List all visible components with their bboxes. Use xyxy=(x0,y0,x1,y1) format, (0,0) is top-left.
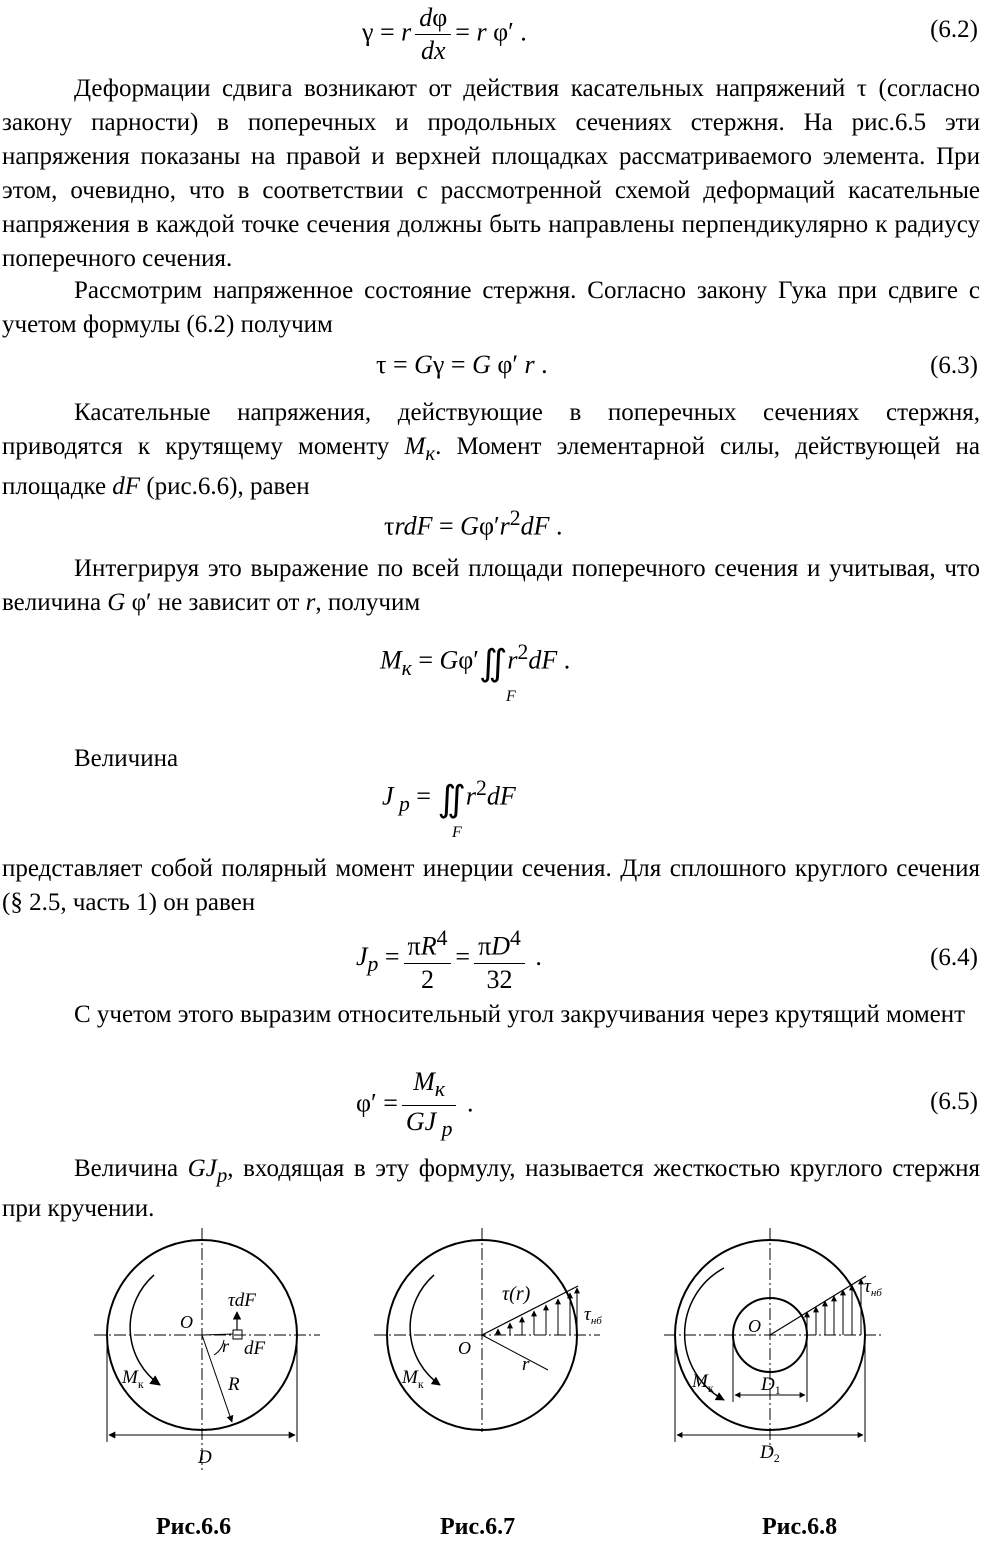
fig67-label-O: O xyxy=(458,1338,471,1358)
paragraph-6-text: представляет собой полярный момент инерции сечения. Для сплошного круглого сечения (§ 2.5, часть 1) он равен xyxy=(2,855,980,916)
equation-number-6-5: (6.5) xyxy=(930,1088,978,1115)
fig66-label-dF: dF xyxy=(244,1338,266,1359)
paragraph-7 xyxy=(2,998,980,1032)
equation-number-6-4: (6.4) xyxy=(930,944,978,971)
figure-6-8-caption: Рис.6.8 xyxy=(762,1514,838,1540)
paragraph-3-text-a: Касательные напряжения, действующие в поперечных сечениях стержня, приводятся к крутящему моменту xyxy=(2,399,980,460)
paragraph-3-text-b: . Момент элементарной силы, действующей на площадке xyxy=(2,433,980,500)
paragraph-8: Величина $GJ_p$, входящая в эту формулу, называется жесткостью круглого стержня при кручении. xyxy=(2,1155,980,1222)
paragraph-4-text-b: не зависит от xyxy=(157,589,300,616)
paragraph-6 xyxy=(2,852,980,920)
paragraph-2 xyxy=(2,274,980,342)
fig66-label-O: O xyxy=(180,1312,193,1332)
paragraph-7-text: С учетом этого выразим относительный угол закручивания через крутящий момент xyxy=(74,1001,966,1028)
equation-6-5: φ′ = $\frac{M_к}{GJ _p}$ . xyxy=(356,1067,474,1142)
fig68-label-D1: $D_1$ xyxy=(761,1374,781,1397)
paragraph-4: Интегрируя это выражение по всей площади поперечного сечения и учитывая, что величина G φ′ не зависит от r, получим xyxy=(2,555,980,616)
paragraph-8-text-b: , входящая в эту формулу, называется жесткостью круглого стержня при кручении. xyxy=(2,1155,980,1222)
equation-6-2: γ = r $\frac{d\varphi}{dx}$ = r φ′ . xyxy=(362,3,527,65)
paragraph-1-text: Деформации сдвига возникают от действия касательных напряжений τ (согласно закону парности) в поперечных и продольных сечениях стержня. На рис.6.5 эти напряжения показаны на правой и верхней площадках рассматриваемого элемента. При этом, очевидно, что в соответствии с рассмотренной схемой деформаций касательные напряжения в каждой точке сечения должны быть направлены перпендикулярно к радиусу поперечного сечения. xyxy=(2,75,980,272)
fig66-r-line xyxy=(202,1334,233,1335)
fig66-label-Mk: $M_к$ xyxy=(122,1367,144,1391)
paragraph-5 xyxy=(2,742,980,776)
fig68-label-Mk: $M_к$ xyxy=(692,1371,714,1395)
paragraph-1 xyxy=(2,72,980,276)
paragraph-8-text-a: Величина xyxy=(74,1155,179,1182)
fig66-label-tau-dF: τdF xyxy=(228,1290,256,1311)
paragraph-4-text-c: , получим xyxy=(315,589,421,616)
figure-6-7 xyxy=(372,1220,612,1440)
paragraph-5-text: Величина xyxy=(74,745,179,772)
fig68-label-D2: $D_2$ xyxy=(760,1442,780,1465)
equation-number-6-2: (6.2) xyxy=(930,16,978,43)
fig66-label-D: D xyxy=(198,1447,212,1468)
paragraph-3-text-c: (рис.6.6), равен xyxy=(146,473,310,500)
equation-torque-integral: $M_к$ = $G\varphi'∬r^2dF$ . F xyxy=(380,640,571,705)
fig67-label-Mk: $M_к$ xyxy=(402,1367,424,1391)
fig66-label-R: R xyxy=(228,1374,240,1395)
fig67-radius-r xyxy=(482,1335,548,1370)
equation-6-4: $J_p$ = $\frac{\pi R^4}{2}$ = $\frac{\pi D^4}{32}$ . xyxy=(356,922,542,996)
fig66-label-r: r xyxy=(222,1336,230,1356)
paragraph-3: Касательные напряжения, действующие в поперечных сечениях стержня, приводятся к крутящему моменту $M_к$. Момент элементарной силы, действующей на площадке dF (рис.6.6), равен xyxy=(2,399,980,500)
figure-6-6 xyxy=(92,1220,332,1480)
fig67-label-tau-nb: $\tau_{нб}$ xyxy=(584,1304,602,1327)
equation-6-3: τ = Gγ = G φ′ r . xyxy=(376,350,548,379)
figure-6-7-caption: Рис.6.7 xyxy=(440,1514,516,1540)
fig68-label-tau-nb: $\tau_{нб}$ xyxy=(864,1276,882,1299)
paragraph-2-text: Рассмотрим напряженное состояние стержня. Согласно закону Гука при сдвиге с учетом формулы (6.2) получим xyxy=(2,277,980,338)
fig67-label-r: r xyxy=(522,1354,530,1375)
fig67-label-tau-r: τ(r) xyxy=(502,1283,531,1305)
equation-polar-moment-integral: J $_p = ∬r^2dF$ F xyxy=(382,776,516,841)
equation-moment-element: $\tau rdF = G\varphi'r^2dF$ . xyxy=(384,506,563,541)
equation-number-6-3: (6.3) xyxy=(930,352,978,379)
fig68-label-O: O xyxy=(748,1316,761,1336)
figure-6-8 xyxy=(662,1220,912,1490)
paragraph-4-text-a: Интегрируя это выражение по всей площади поперечного сечения и учитывая, что величина xyxy=(2,555,980,616)
figure-6-6-caption: Рис.6.6 xyxy=(156,1514,232,1540)
